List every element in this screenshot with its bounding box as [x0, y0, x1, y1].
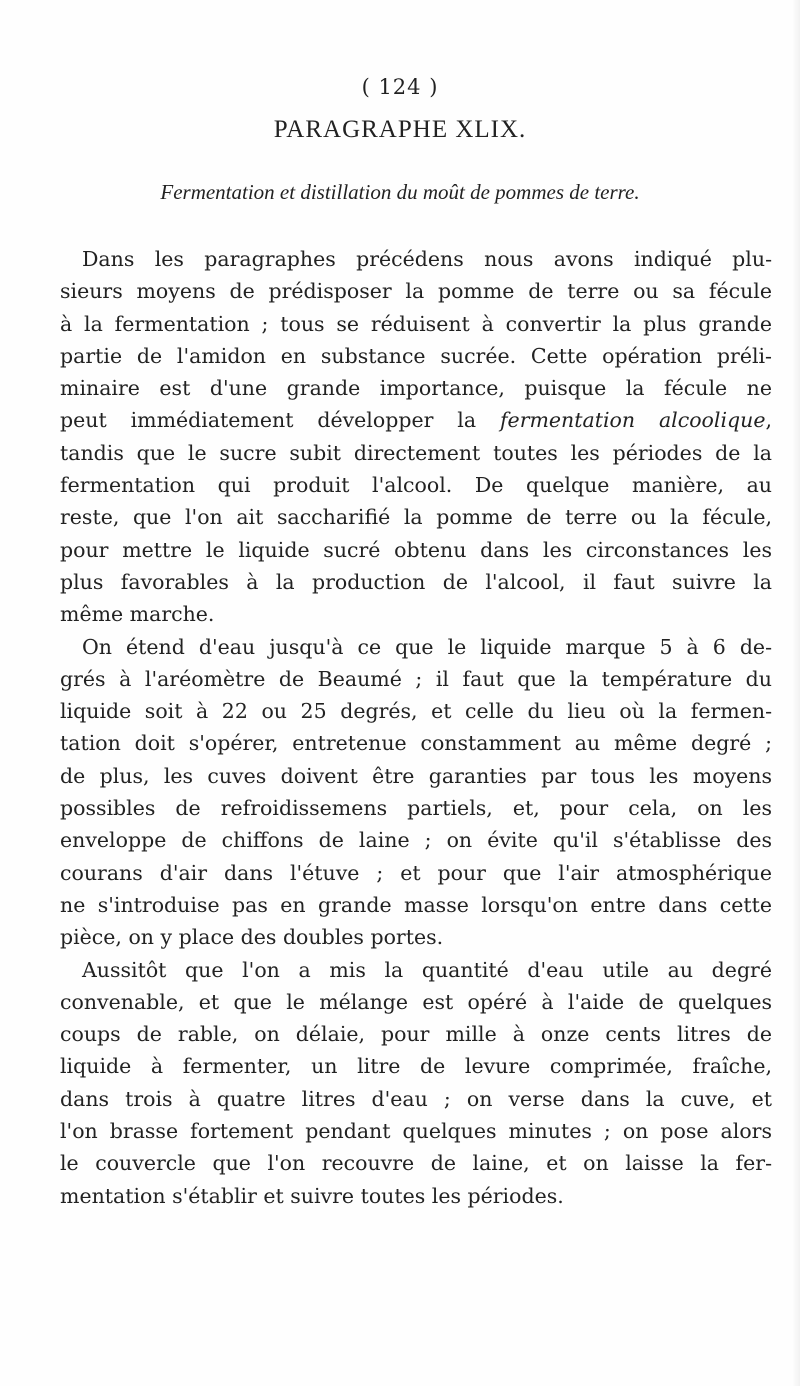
text-line	[60, 404, 772, 436]
text-line: de plus, les cuves doivent être garanties par tous les moyens	[60, 763, 772, 788]
paragraph-subtitle: Fermentation et distillation du moût de pommes de terre.	[160, 180, 640, 204]
text-line: pièce, on y place des doubles portes.	[60, 925, 444, 950]
text-line: reste, que l'on ait saccharifié la pomme de terre ou la fécule,	[60, 505, 772, 530]
paragraph-heading: PARAGRAPHE XLIX.	[273, 116, 527, 143]
body-text	[60, 243, 772, 1212]
text-line: grés à l'aréomètre de Beaumé ; il faut que la température du	[60, 666, 772, 691]
text-line: minaire est d'une grande importance, puisque la fécule ne	[60, 376, 772, 401]
text-line: partie de l'amidon en substance sucrée. Cette opération préli-	[60, 343, 772, 368]
text-fragment: ,	[765, 408, 773, 433]
italic-term: fermentation alcoolique	[499, 408, 766, 433]
text-line: sieurs moyens de prédisposer la pomme de terre ou sa fécule	[60, 279, 772, 304]
text-line: tation doit s'opérer, entretenue constamment au même degré ;	[60, 731, 772, 756]
text-line: On étend d'eau jusqu'à ce que le liquide marque 5 à 6 de-	[82, 634, 772, 659]
page-edge-shadow	[792, 0, 800, 1386]
text-line: Dans les paragraphes précédens nous avons indiqué plu-	[82, 247, 772, 271]
text-line: convenable, et que le mélange est opéré à l'aide de quelques	[60, 989, 772, 1014]
text-fragment: peut immédiatement développer la	[60, 408, 500, 433]
text-line: à la fermentation ; tous se réduisent à convertir la plus grande	[60, 311, 772, 336]
text-line: dans trois à quatre litres d'eau ; on verse dans la cuve, et	[60, 1086, 772, 1111]
text-line: le couvercle que l'on recouvre de laine, et on laisse la fer-	[60, 1151, 772, 1176]
text-line: tandis que le sucre subit directement toutes les périodes de la	[60, 440, 772, 465]
text-line: liquide soit à 22 ou 25 degrés, et celle du lieu où la fermen-	[60, 699, 772, 724]
text-line: coups de rable, on délaie, pour mille à onze cents litres de	[60, 1022, 772, 1047]
text-line: ne s'introduise pas en grande masse lorsqu'on entre dans cette	[60, 892, 772, 917]
text-line: l'on brasse fortement pendant quelques minutes ; on pose alors	[60, 1119, 772, 1144]
text-line: liquide à fermenter, un litre de levure comprimée, fraîche,	[60, 1054, 772, 1079]
text-line: même marche.	[60, 602, 215, 627]
text-line: plus favorables à la production de l'alcool, il faut suivre la	[60, 569, 772, 594]
text-line: courans d'air dans l'étuve ; et pour que l'air atmosphérique	[60, 860, 772, 885]
text-line: Aussitôt que l'on a mis la quantité d'eau utile au degré	[82, 957, 772, 982]
text-line: pour mettre le liquide sucré obtenu dans les circonstances les	[60, 537, 772, 562]
page-number: ( 124 )	[361, 75, 439, 99]
text-line: fermentation qui produit l'alcool. De quelque manière, au	[60, 473, 772, 498]
text-line: mentation s'établir et suivre toutes les périodes.	[60, 1183, 564, 1208]
text-line: possibles de refroidissemens partiels, et, pour cela, on les	[60, 796, 772, 821]
text-line: enveloppe de chiffons de laine ; on évite qu'il s'établisse des	[60, 828, 772, 853]
